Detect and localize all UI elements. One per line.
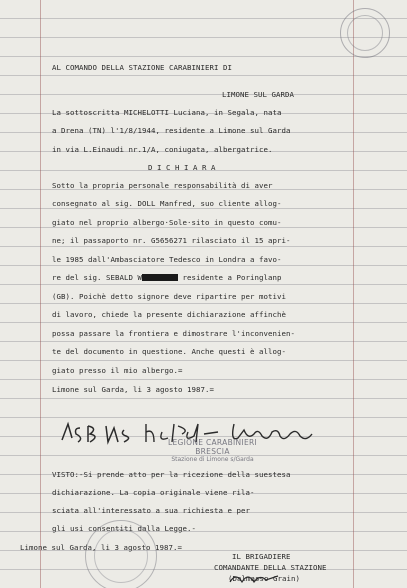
stamp-line: Stazione di Limone s/Garda (171, 456, 254, 463)
visto-line: sciata all'interessato a sua richiesta e per (52, 506, 250, 515)
brigadiere-signature (226, 570, 286, 586)
brigadiere-title: IL BRIGADIERE (232, 552, 291, 561)
visto-line: VISTO:-Si prende atto per la ricezione della suestesa (52, 470, 291, 479)
body-line: te del documento in questione. Anche questi è allog- (52, 347, 286, 356)
body-line: Sotto la propria personale responsabilità di aver (52, 181, 273, 190)
body-line: possa passare la frontiera e dimostrare l'inconvenien- (52, 329, 295, 338)
declaration-heading: D I C H I A R A (148, 163, 216, 172)
addressee-place: LIMONE SUL GARDA (222, 90, 294, 99)
intro-line: in via L.Einaudi nr.1/A, coniugata, albergatrice. (52, 145, 273, 154)
body-line: giato presso il mio albergo.= (52, 366, 183, 375)
date-line-station: Limone sul Garda, li 3 agosto 1987.= (20, 543, 182, 552)
body-line-redacted (52, 273, 282, 283)
redaction-bar (142, 274, 178, 281)
brigadiere-role: COMANDANTE DELLA STAZIONE (214, 563, 327, 572)
stamp-line: LEGIONE CARABINIERI BRESCIA (167, 438, 258, 456)
left-margin-line (40, 0, 41, 588)
body-line: consegnato al sig. DOLL Manfred, suo cliente allog- (52, 199, 282, 208)
round-stamp (85, 520, 157, 588)
right-margin-line (353, 0, 354, 588)
body-line-pre: re del sig. SEBALD W (52, 273, 142, 282)
date-line-declarant: Limone sul Garda, li 3 agosto 1987.= (52, 385, 214, 394)
body-line: (GB). Poichè detto signore deve ripartire per motivi (52, 292, 286, 301)
intro-line: La sottoscritta MICHELOTTI Luciana, in Segala, nata (52, 108, 282, 117)
body-line: di lavoro, chiede la presente dichiarazione affinchè (52, 310, 286, 319)
top-right-stamp (340, 8, 390, 58)
body-line: le 1985 dall'Ambasciatore Tedesco in Londra a favo- (52, 255, 282, 264)
visto-line: dichiarazione. La copia originale viene rila- (52, 488, 255, 497)
visto-line: gli usi consentiti dalla Legge.- (52, 524, 196, 533)
body-line: giato nel proprio albergo·Sole·sito in questo comu- (52, 218, 282, 227)
brigadiere-name: (Dalmasso Grain) (228, 574, 300, 583)
addressee-line: AL COMANDO DELLA STAZIONE CARABINIERI DI (52, 63, 232, 72)
body-line-post: residente a Poringlanp (178, 273, 282, 282)
body-line: ne; il passaporto nr. G5656271 rilasciato il 15 apri- (52, 236, 291, 245)
intro-line: a Drena (TN) l'1/8/1944, residente a Limone sul Garda (52, 126, 291, 135)
